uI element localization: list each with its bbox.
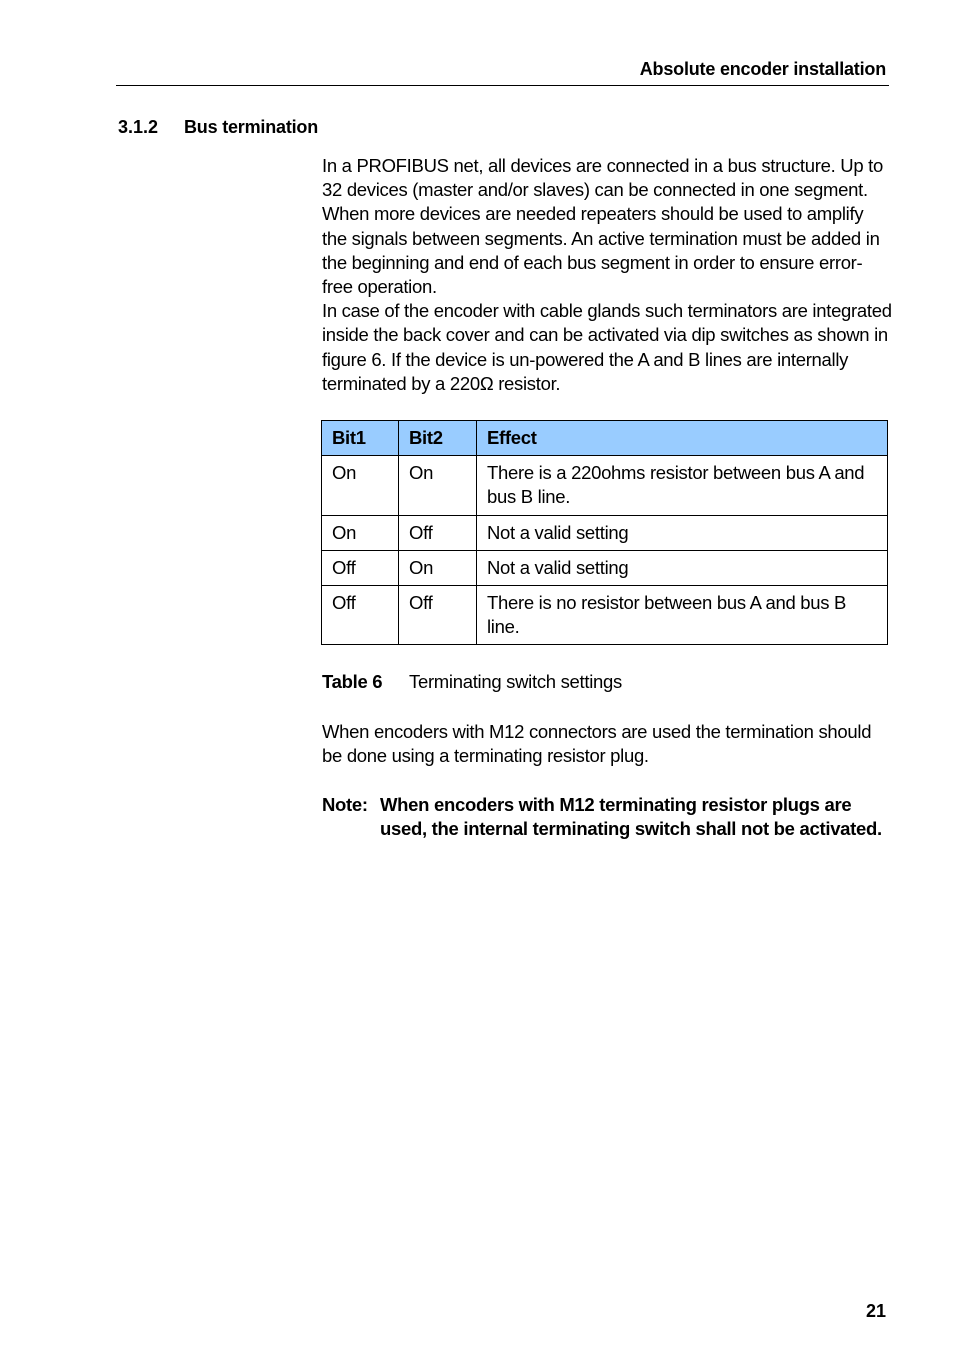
table-row	[322, 456, 888, 515]
table-header-row	[322, 421, 888, 456]
table-caption-label: Table 6	[322, 671, 383, 692]
cell-effect: Not a valid setting	[477, 515, 888, 550]
table-caption	[322, 671, 622, 693]
cell-bit1: On	[322, 456, 399, 515]
cell-effect: Not a valid setting	[477, 550, 888, 585]
intro-text-1: In a PROFIBUS net, all devices are connected in a bus structure. Up to 32 devices (master and/or slaves) can be connected in one segment. When more devices are needed repeaters should be used to amplify the signals between segments. An active termination must be added in the beginning and end of each bus segment in order to ensure error-free operation.	[322, 155, 884, 298]
note-block	[322, 793, 892, 841]
table-row	[322, 515, 888, 550]
note-label: Note:	[322, 794, 368, 815]
table-row	[322, 550, 888, 585]
cell-bit2: Off	[399, 515, 477, 550]
switch-settings-table	[321, 420, 888, 645]
intro-text-2: In case of the encoder with cable glands such terminators are integrated inside the back cover and can be activated via dip switches as shown in figure 6. If the device is un-powered the A and B lines are internally terminated by a 220Ω resistor.	[322, 300, 892, 394]
note-text: When encoders with M12 terminating resistor plugs are used, the internal terminating switch shall not be activated.	[380, 794, 882, 840]
cell-bit2: On	[399, 550, 477, 585]
table-row	[322, 586, 888, 645]
cell-bit1: Off	[322, 586, 399, 645]
m12-paragraph: When encoders with M12 connectors are used the termination should be done using a terminating resistor plug.	[322, 721, 872, 767]
cell-effect: There is a 220ohms resistor between bus A and bus B line.	[477, 456, 888, 515]
section-number: 3.1.2	[118, 117, 159, 137]
cell-bit2: Off	[399, 586, 477, 645]
header-effect: Effect	[477, 421, 888, 456]
cell-effect: There is no resistor between bus A and bus B line.	[477, 586, 888, 645]
intro-paragraph	[322, 154, 892, 396]
page-number: 21	[865, 1301, 886, 1321]
table-caption-text: Terminating switch settings	[409, 671, 622, 692]
cell-bit1: On	[322, 515, 399, 550]
header-bit2: Bit2	[399, 421, 477, 456]
header-rule	[116, 85, 889, 86]
section-title: Bus termination	[184, 117, 319, 137]
cell-bit1: Off	[322, 550, 399, 585]
running-header: Absolute encoder installation	[639, 59, 886, 79]
header-bit1: Bit1	[322, 421, 399, 456]
cell-bit2: On	[399, 456, 477, 515]
